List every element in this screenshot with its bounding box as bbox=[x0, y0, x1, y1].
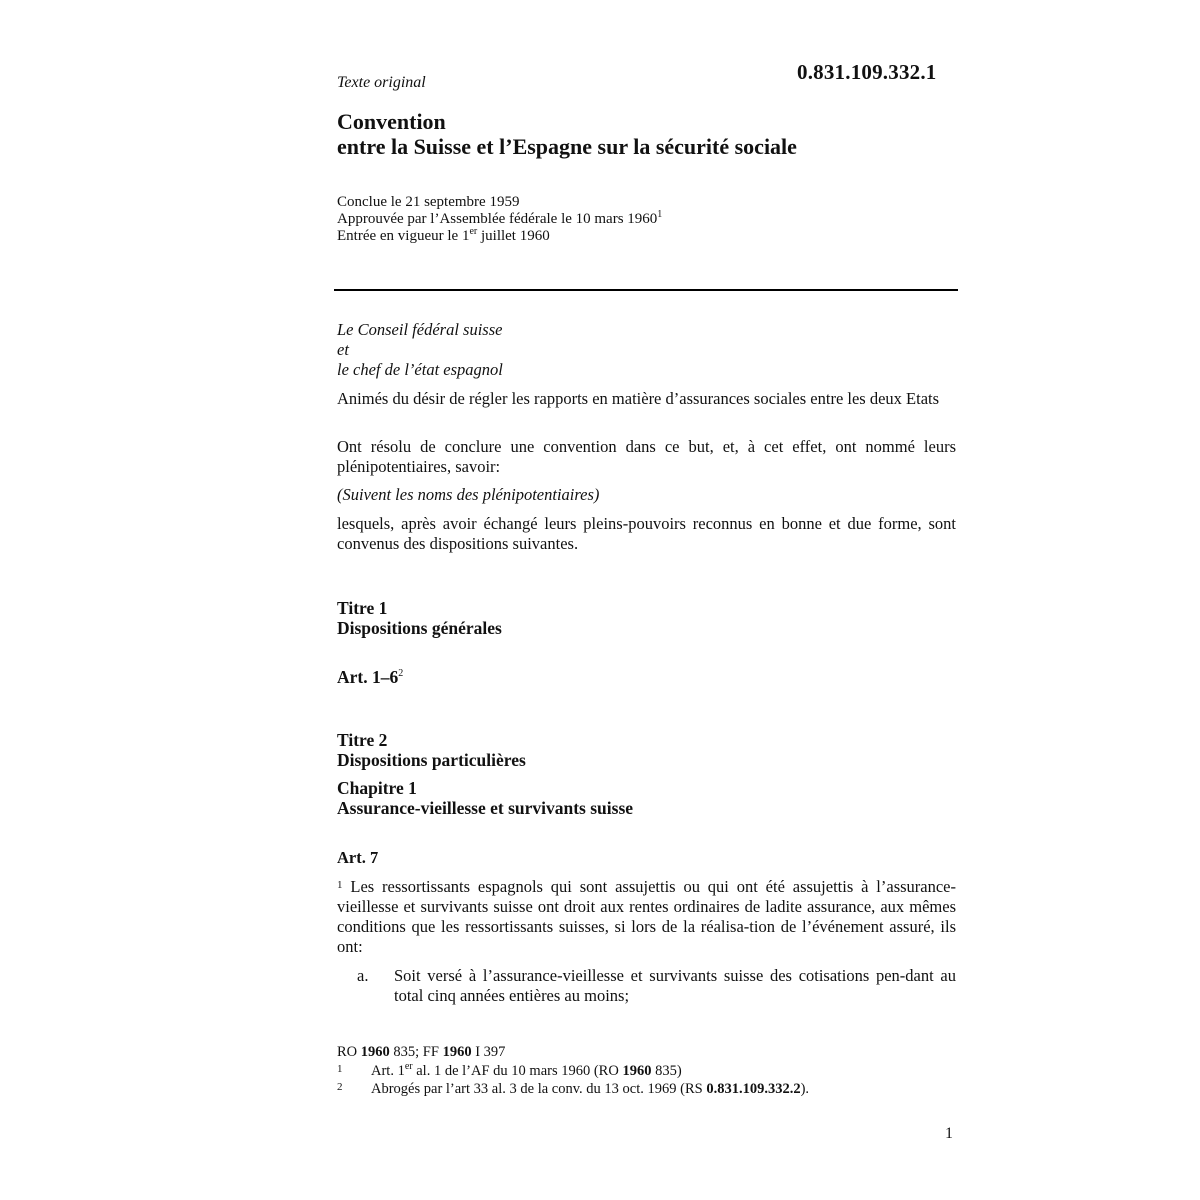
preamble-animes: Animés du désir de régler les rapports en matière d’assurances sociales entre les deux Etats bbox=[337, 389, 940, 408]
preamble-ont-resolu: Ont résolu de conclure une convention dans ce but, et, à cet effet, ont nommé leurs plénipotentiaires, savoir: bbox=[337, 437, 956, 476]
title-line-1: Convention bbox=[337, 109, 446, 134]
fn2-rs: 0.831.109.332.2 bbox=[706, 1081, 801, 1097]
horizontal-rule bbox=[334, 289, 958, 291]
article-7-heading: Art. 7 bbox=[337, 848, 379, 867]
footnote-ref-1: 1 bbox=[657, 209, 663, 220]
titre-2-name: Dispositions particulières bbox=[337, 750, 526, 770]
ro-year: 1960 bbox=[360, 1044, 390, 1060]
item-a-text: Soit versé à l’assurance-vieillesse et survivants suisse des cotisations pen-dant au total cinq années entières au moins; bbox=[394, 966, 956, 1005]
fn1-end: 835) bbox=[651, 1063, 682, 1079]
party-connector: et bbox=[337, 340, 349, 359]
texte-original-label: Texte original bbox=[337, 74, 426, 91]
preamble-suivent: (Suivent les noms des plénipotentiaires) bbox=[337, 485, 600, 504]
footnote-1-text bbox=[371, 1063, 682, 1079]
date-approuvee-text: Approuvée par l’Assemblée fédérale le 10 mars 1960 bbox=[337, 211, 658, 227]
article-1-6-heading bbox=[337, 667, 403, 687]
ro-prefix: RO bbox=[337, 1044, 361, 1060]
fn1-prefix: Art. 1 bbox=[371, 1063, 405, 1079]
footnote-ref-2: 2 bbox=[398, 668, 404, 680]
titre-1-name: Dispositions générales bbox=[337, 618, 502, 638]
item-a-letter: a. bbox=[357, 966, 369, 985]
fn1-year: 1960 bbox=[622, 1063, 652, 1079]
date-entree-suffix: juillet 1960 bbox=[477, 228, 550, 244]
footnote-ro bbox=[337, 1044, 505, 1061]
title-line-2: entre la Suisse et l’Espagne sur la sécurité sociale bbox=[337, 134, 797, 159]
page-number: 1 bbox=[945, 1125, 953, 1142]
fn2-end: ). bbox=[800, 1081, 810, 1097]
preamble-lesquels: lesquels, après avoir échangé leurs pleins-pouvoirs reconnus en bonne et due forme, sont convenus des dispositions suivantes. bbox=[337, 514, 956, 553]
titre-2-heading bbox=[337, 730, 526, 770]
chapitre-1-label: Chapitre 1 bbox=[337, 778, 417, 798]
titre-1-label: Titre 1 bbox=[337, 598, 388, 618]
article-7-paragraph-1-text: Les ressortissants espagnols qui sont assujettis ou qui ont été assujettis à l’assurance-vieillesse et survivants suisse ont droit aux rentes ordinaires de ladite assurance, aux mêmes conditions que les ressortissants suisses, si lors de la réalisa-tion de l’événement assuré, ils ont: bbox=[337, 877, 957, 956]
fn1-mid: al. 1 de l’AF du 10 mars 1960 (RO bbox=[412, 1063, 623, 1079]
footnote-2-number: 2 bbox=[337, 1081, 343, 1093]
date-entree-prefix: Entrée en vigueur le 1 bbox=[337, 228, 470, 244]
titre-2-label: Titre 2 bbox=[337, 730, 388, 750]
ro-page: 835; FF bbox=[389, 1044, 443, 1060]
chapitre-1-name: Assurance-vieillesse et survivants suisse bbox=[337, 798, 634, 818]
party-1: Le Conseil fédéral suisse bbox=[337, 320, 503, 339]
ff-page: I 397 bbox=[471, 1044, 506, 1060]
ff-year: 1960 bbox=[442, 1044, 472, 1060]
fn1-sup: er bbox=[404, 1061, 413, 1073]
footnote-1-number: 1 bbox=[337, 1063, 343, 1075]
document-title bbox=[337, 109, 797, 159]
fn2-prefix: Abrogés par l’art 33 al. 3 de la conv. du 13 oct. 1969 (RS bbox=[371, 1081, 707, 1097]
chapitre-1-heading bbox=[337, 778, 633, 818]
date-entree-sup: er bbox=[469, 226, 478, 237]
footnote-2-text bbox=[371, 1081, 809, 1097]
sr-number: 0.831.109.332.1 bbox=[797, 60, 937, 84]
dates-block bbox=[337, 194, 662, 245]
article-7-paragraph-1 bbox=[337, 877, 956, 957]
date-entree bbox=[337, 228, 662, 245]
date-conclue: Conclue le 21 septembre 1959 bbox=[337, 194, 520, 210]
paragraph-number: 1 bbox=[337, 879, 343, 891]
party-2: le chef de l’état espagnol bbox=[337, 360, 503, 379]
article-1-6-label: Art. 1–6 bbox=[337, 667, 399, 687]
date-approuvee bbox=[337, 211, 662, 228]
preamble-parties bbox=[337, 320, 956, 380]
titre-1-heading bbox=[337, 598, 502, 638]
